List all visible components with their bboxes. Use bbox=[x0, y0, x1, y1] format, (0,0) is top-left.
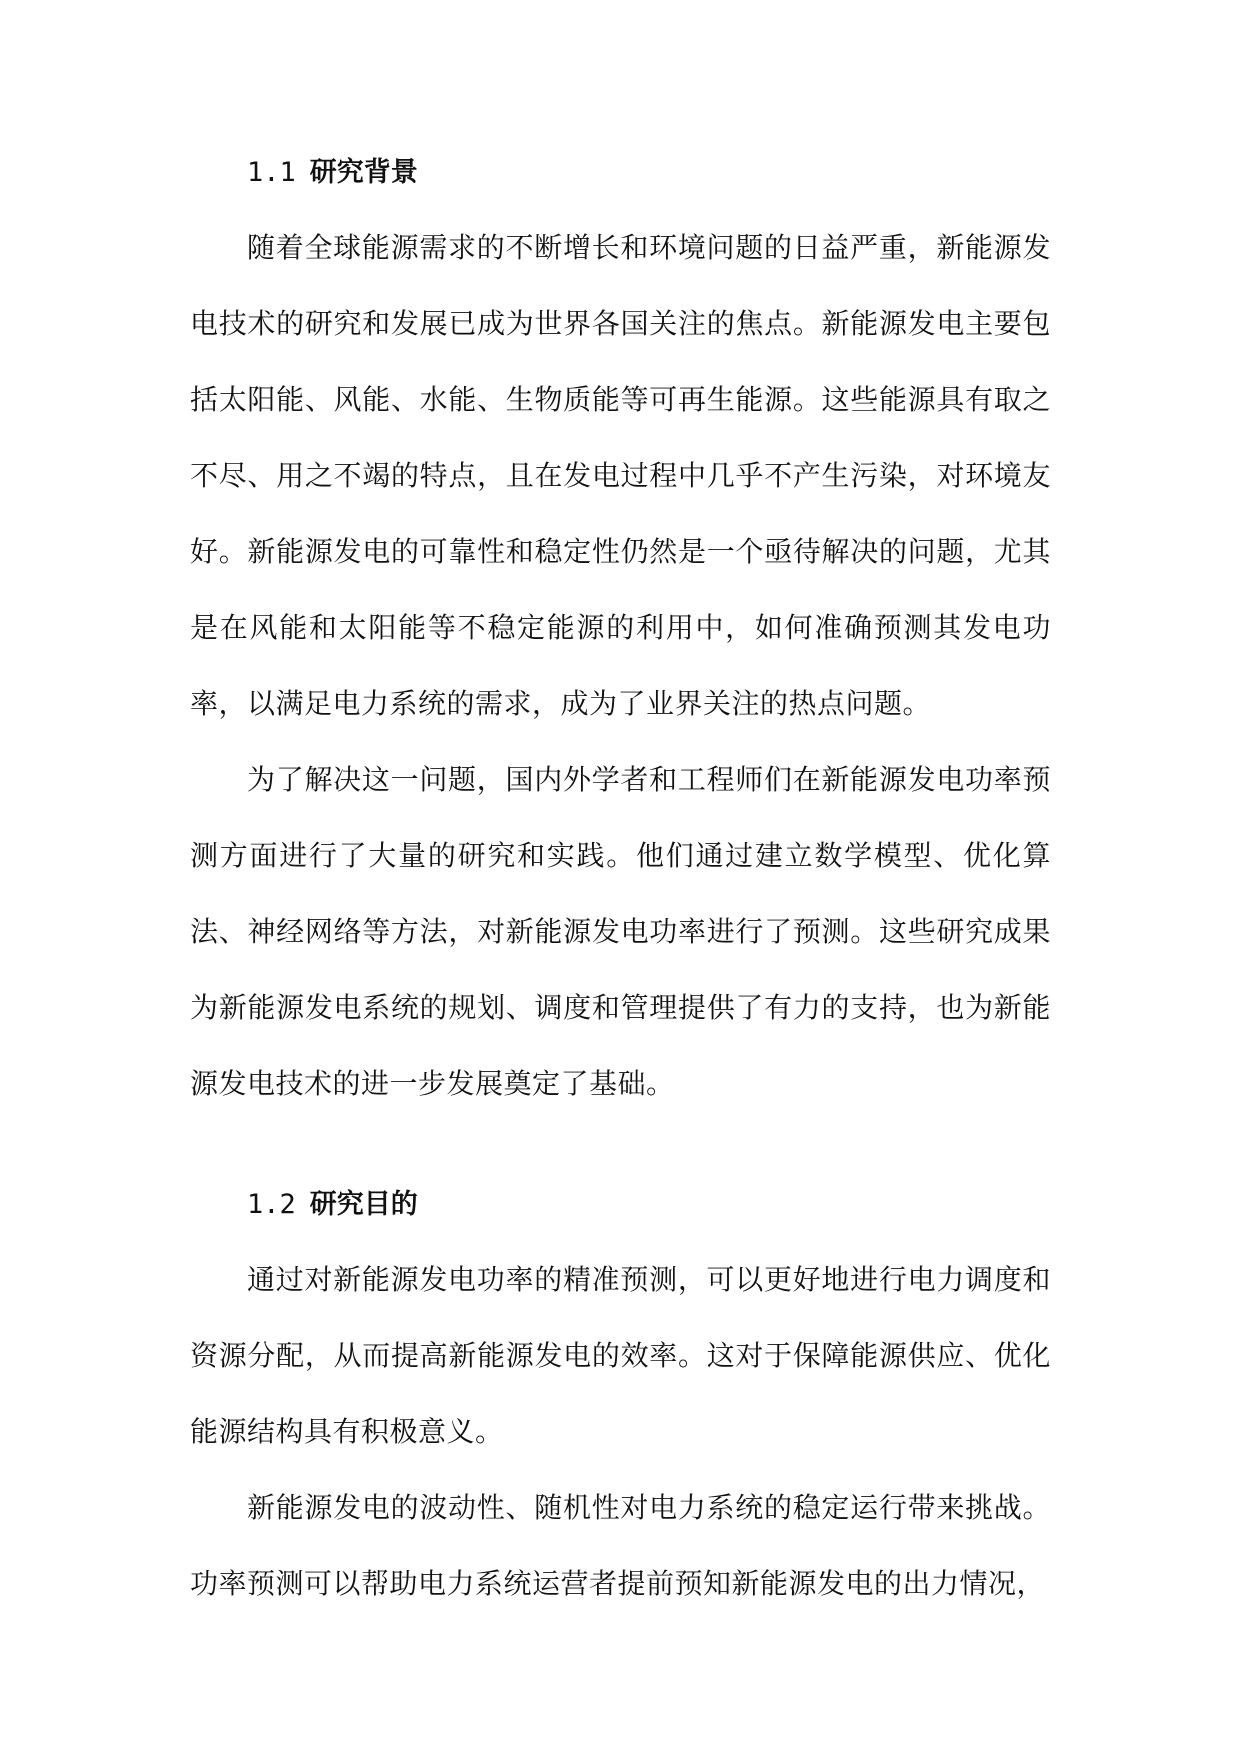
paragraph: 新能源发电的波动性、随机性对电力系统的稳定运行带来挑战。功率预测可以帮助电力系统运营者提前预知新能源发电的出力情况， bbox=[190, 1491, 1051, 1600]
section-research-background bbox=[190, 146, 1051, 1122]
section-heading bbox=[190, 1178, 1051, 1232]
section-title: 研究目的 bbox=[309, 1189, 418, 1220]
section-title: 研究背景 bbox=[309, 157, 418, 188]
paragraph: 通过对新能源发电功率的精准预测，可以更好地进行电力调度和资源分配，从而提高新能源发电的效率。这对于保障能源供应、优化能源结构具有积极意义。 bbox=[190, 1263, 1051, 1448]
section-heading bbox=[190, 146, 1051, 200]
section-number: 1.2 bbox=[247, 1189, 296, 1220]
section-research-purpose bbox=[190, 1178, 1051, 1622]
paragraph: 随着全球能源需求的不断增长和环境问题的日益严重，新能源发电技术的研究和发展已成为世界各国关注的焦点。新能源发电主要包括太阳能、风能、水能、生物质能等可再生能源。这些能源具有取之不尽、用之不竭的特点，且在发电过程中几乎不产生污染，对环境友好。新能源发电的可靠性和稳定性仍然是一个亟待解决的问题，尤其是在风能和太阳能等不稳定能源的利用中，如何准确预测其发电功率，以满足电力系统的需求，成为了业界关注的热点问题。 bbox=[190, 231, 1051, 720]
section-number: 1.1 bbox=[247, 157, 296, 188]
paragraph: 为了解决这一问题，国内外学者和工程师们在新能源发电功率预测方面进行了大量的研究和实践。他们通过建立数学模型、优化算法、神经网络等方法，对新能源发电功率进行了预测。这些研究成果为新能源发电系统的规划、调度和管理提供了有力的支持，也为新能源发电技术的进一步发展奠定了基础。 bbox=[190, 763, 1051, 1100]
